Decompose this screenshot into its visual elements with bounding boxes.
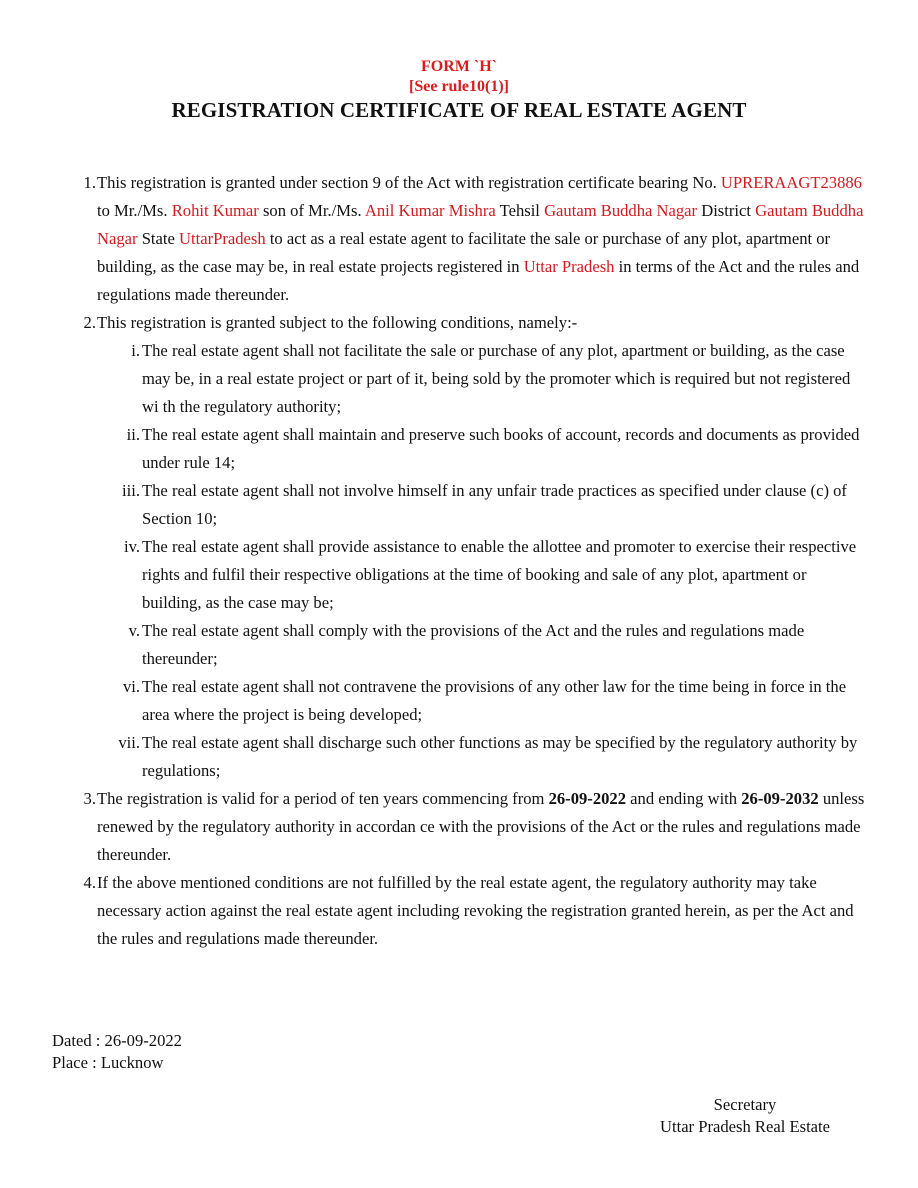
father-name: Anil Kumar Mishra	[364, 201, 496, 220]
clause-text: If the above mentioned conditions are not fulfilled by the real estate agent, the regulatory authority may take necessary action against the real estate agent including revoking the registration granted herein, as per the Act and the rules and regulations made thereunder.	[97, 873, 854, 948]
condition-number: vii.	[118, 733, 140, 752]
clause-number: 4.	[83, 873, 96, 892]
place: Place : Lucknow	[52, 1053, 164, 1072]
condition-text: The real estate agent shall comply with the provisions of the Act and the rules and regulations made thereunder;	[142, 621, 805, 668]
clause-text: to act as a real estate agent to facilitate the sale or purchase of any plot, apartment or building, as the case may be, in real estate projects registered in	[97, 229, 831, 276]
clause-text: The registration is valid for a period of ten years commencing from	[97, 789, 549, 808]
clause-text: to Mr./Ms.	[97, 201, 172, 220]
condition-item	[0, 673, 870, 729]
district: Gautam Buddha Nagar	[97, 201, 864, 248]
signatory-designation: Secretary	[713, 1095, 777, 1114]
clause-1	[0, 169, 867, 309]
validity-start-date: 26-09-2022	[548, 789, 627, 808]
condition-number: vi.	[122, 677, 140, 696]
clause-text: District	[697, 201, 756, 220]
clause-text: State	[137, 229, 180, 248]
clause-text: son of Mr./Ms.	[258, 201, 365, 220]
condition-text: The real estate agent shall provide assistance to enable the allottee and promoter to exercise their respective rights and fulfil their respective obligations at the time of booking and sale of any plot, apartment or building, as the case may be;	[142, 537, 857, 612]
condition-number: iv.	[124, 537, 140, 556]
condition-item	[0, 729, 870, 785]
clause-text: This registration is granted subject to the following conditions, namely:-	[97, 313, 578, 332]
condition-item	[0, 533, 870, 617]
clause-text: in terms of the Act and the rules and regulations made thereunder.	[97, 257, 860, 304]
form-label: FORM `H`	[421, 58, 497, 75]
condition-number: v.	[128, 621, 140, 640]
condition-text: The real estate agent shall discharge such other functions as may be specified by the regulatory authority by regulations;	[142, 733, 858, 780]
condition-text: The real estate agent shall not involve himself in any unfair trade practices as specified under clause (c) of Section 10;	[142, 481, 847, 528]
dated: Dated : 26-09-2022	[52, 1031, 182, 1050]
clause-3	[0, 785, 867, 869]
agent-name: Rohit Kumar	[171, 201, 259, 220]
condition-item	[0, 421, 870, 477]
condition-item	[0, 617, 870, 673]
condition-item	[0, 337, 870, 421]
project-region: Uttar Pradesh	[523, 257, 615, 276]
issue-details	[52, 1030, 182, 1074]
condition-text: The real estate agent shall not facilitate the sale or purchase of any plot, apartment or building, as the case may be, in a real estate project or part of it, being sold by the promoter which is required but not registered wi th the regulatory authority;	[142, 341, 851, 416]
signature-block	[600, 1094, 890, 1138]
condition-text: The real estate agent shall maintain and preserve such books of account, records and documents as provided under rule 14;	[142, 425, 860, 472]
clause-2	[0, 309, 867, 337]
condition-item	[0, 477, 870, 533]
condition-number: ii.	[126, 425, 140, 444]
clause-text: Tehsil	[495, 201, 545, 220]
clause-number: 3.	[83, 789, 96, 808]
page-title: REGISTRATION CERTIFICATE OF REAL ESTATE AGENT	[171, 98, 747, 122]
registration-number: UPRERAAGT23886	[720, 173, 862, 192]
clause-text: unless renewed by the regulatory authority in accordan ce with the provisions of the Act or the rules and regulations made thereunder.	[97, 789, 865, 864]
clause-text: This registration is granted under section 9 of the Act with registration certificate bearing No.	[97, 173, 721, 192]
condition-text: The real estate agent shall not contravene the provisions of any other law for the time being in force in the area where the project is being developed;	[142, 677, 847, 724]
condition-number: iii.	[122, 481, 140, 500]
tehsil: Gautam Buddha Nagar	[544, 201, 698, 220]
clause-4	[0, 869, 867, 953]
certificate-body	[0, 169, 918, 953]
clause-number: 1.	[83, 173, 96, 192]
rule-reference: [See rule10(1)]	[409, 78, 509, 95]
validity-end-date: 26-09-2032	[741, 789, 819, 808]
clause-text: and ending with	[626, 789, 742, 808]
signatory-authority: Uttar Pradesh Real Estate	[659, 1117, 831, 1136]
condition-number: i.	[131, 341, 140, 360]
clause-number: 2.	[83, 313, 96, 332]
state: UttarPradesh	[179, 229, 266, 248]
